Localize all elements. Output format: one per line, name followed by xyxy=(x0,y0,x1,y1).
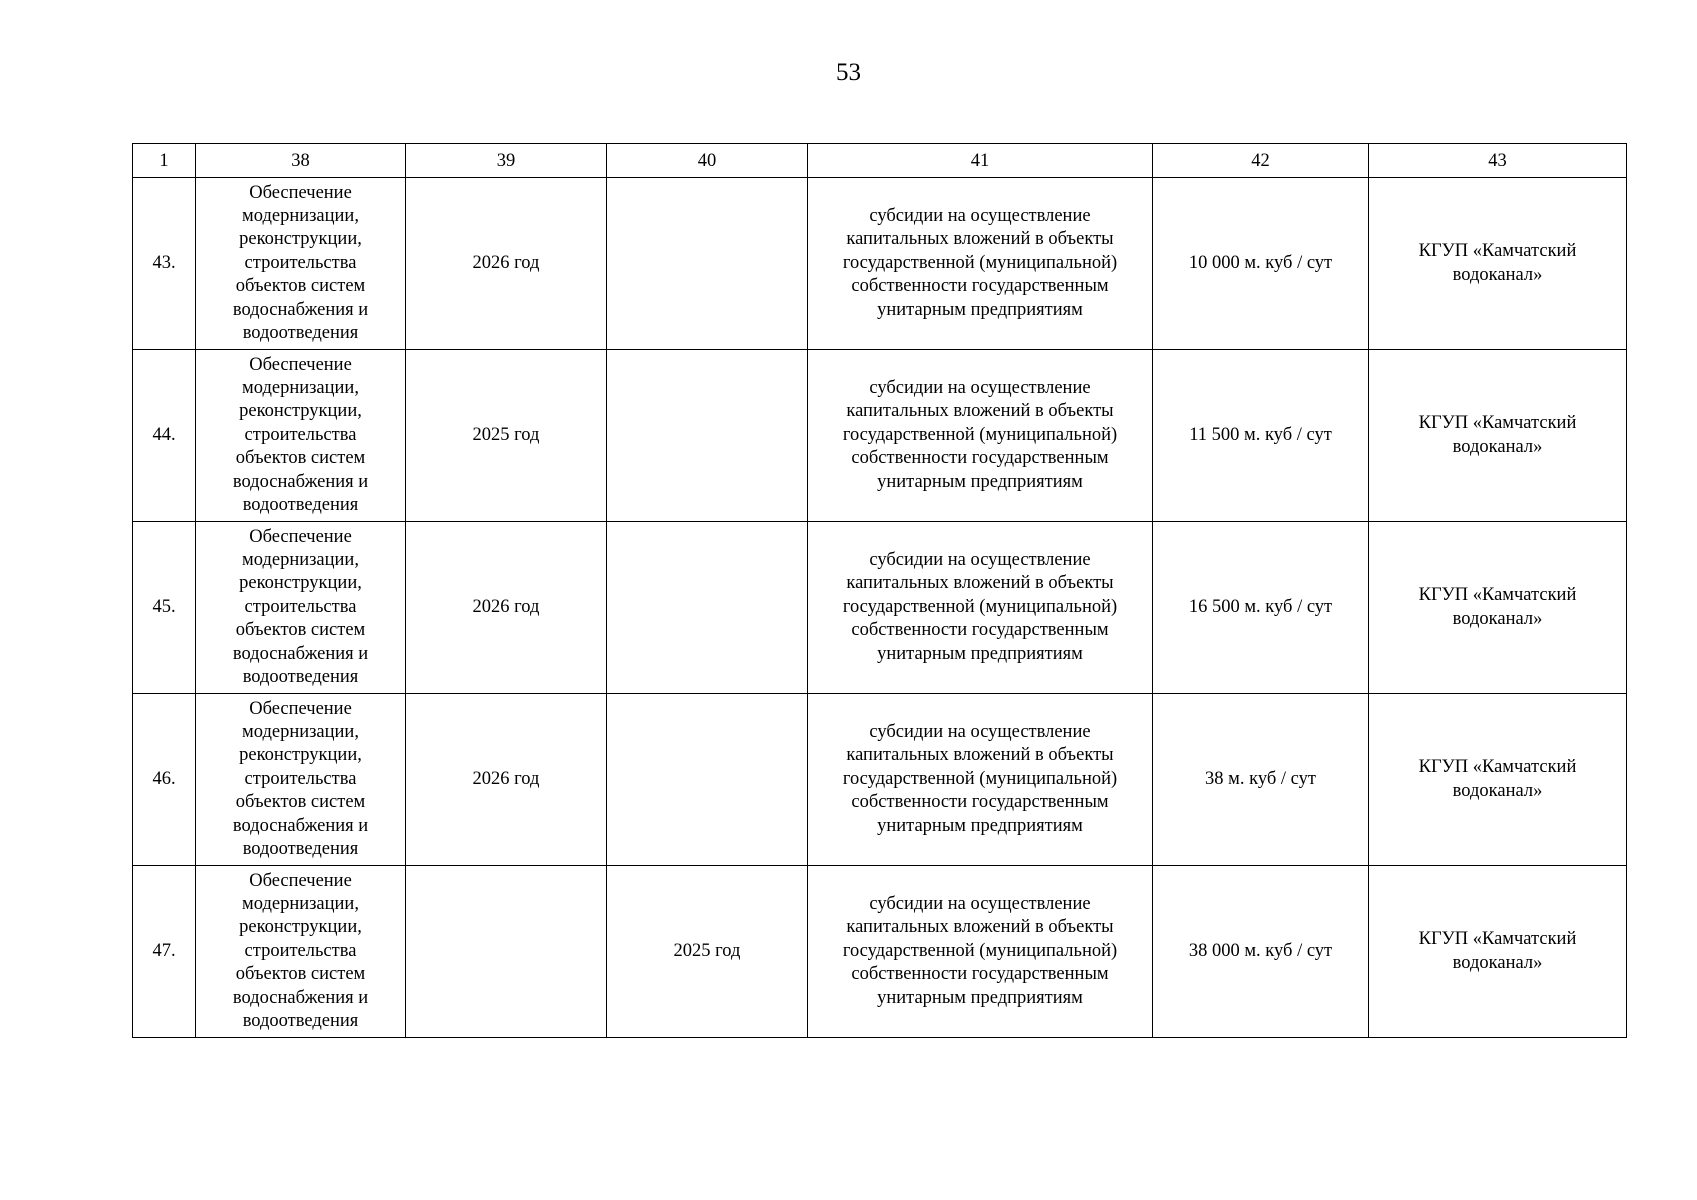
row-number: 46. xyxy=(133,694,196,866)
owner-cell: КГУП «Камчатский водоканал» xyxy=(1369,178,1627,350)
column-number: 1 xyxy=(133,144,196,178)
year-40-cell: 2025 год xyxy=(607,866,808,1038)
table-row xyxy=(133,866,1627,1038)
column-number: 43 xyxy=(1369,144,1627,178)
measure-cell: Обеспечение модернизации, реконструкции, строительства объектов систем водоснабжения и водоотведения xyxy=(196,694,406,866)
year-40-cell xyxy=(607,694,808,866)
owner-cell: КГУП «Камчатский водоканал» xyxy=(1369,522,1627,694)
owner-cell: КГУП «Камчатский водоканал» xyxy=(1369,694,1627,866)
column-number: 38 xyxy=(196,144,406,178)
funding-cell: субсидии на осуществление капитальных вложений в объекты государственной (муниципальной) собственности государственным унитарным предприятиям xyxy=(808,178,1153,350)
year-39-cell: 2025 год xyxy=(406,350,607,522)
column-number: 39 xyxy=(406,144,607,178)
year-40-cell xyxy=(607,178,808,350)
owner-cell: КГУП «Камчатский водоканал» xyxy=(1369,350,1627,522)
row-number: 44. xyxy=(133,350,196,522)
owner-cell: КГУП «Камчатский водоканал» xyxy=(1369,866,1627,1038)
capacity-cell: 38 000 м. куб / сут xyxy=(1153,866,1369,1038)
column-number: 41 xyxy=(808,144,1153,178)
table-row xyxy=(133,178,1627,350)
row-number: 47. xyxy=(133,866,196,1038)
capacity-cell: 16 500 м. куб / сут xyxy=(1153,522,1369,694)
year-40-cell xyxy=(607,350,808,522)
measure-cell: Обеспечение модернизации, реконструкции, строительства объектов систем водоснабжения и водоотведения xyxy=(196,178,406,350)
year-39-cell: 2026 год xyxy=(406,178,607,350)
table-row xyxy=(133,350,1627,522)
funding-cell: субсидии на осуществление капитальных вложений в объекты государственной (муниципальной) собственности государственным унитарным предприятиям xyxy=(808,350,1153,522)
column-number: 42 xyxy=(1153,144,1369,178)
row-number: 43. xyxy=(133,178,196,350)
measure-cell: Обеспечение модернизации, реконструкции, строительства объектов систем водоснабжения и водоотведения xyxy=(196,350,406,522)
funding-cell: субсидии на осуществление капитальных вложений в объекты государственной (муниципальной) собственности государственным унитарным предприятиям xyxy=(808,694,1153,866)
page-number: 53 xyxy=(836,59,861,86)
measure-cell: Обеспечение модернизации, реконструкции, строительства объектов систем водоснабжения и водоотведения xyxy=(196,522,406,694)
year-39-cell xyxy=(406,866,607,1038)
data-table xyxy=(132,143,1627,1038)
funding-cell: субсидии на осуществление капитальных вложений в объекты государственной (муниципальной) собственности государственным унитарным предприятиям xyxy=(808,866,1153,1038)
year-39-cell: 2026 год xyxy=(406,694,607,866)
capacity-cell: 11 500 м. куб / сут xyxy=(1153,350,1369,522)
measure-cell: Обеспечение модернизации, реконструкции, строительства объектов систем водоснабжения и водоотведения xyxy=(196,866,406,1038)
capacity-cell: 38 м. куб / сут xyxy=(1153,694,1369,866)
year-39-cell: 2026 год xyxy=(406,522,607,694)
funding-cell: субсидии на осуществление капитальных вложений в объекты государственной (муниципальной) собственности государственным унитарным предприятиям xyxy=(808,522,1153,694)
row-number: 45. xyxy=(133,522,196,694)
column-number: 40 xyxy=(607,144,808,178)
table-row xyxy=(133,694,1627,866)
table-row xyxy=(133,522,1627,694)
column-number-row xyxy=(133,144,1627,178)
year-40-cell xyxy=(607,522,808,694)
capacity-cell: 10 000 м. куб / сут xyxy=(1153,178,1369,350)
